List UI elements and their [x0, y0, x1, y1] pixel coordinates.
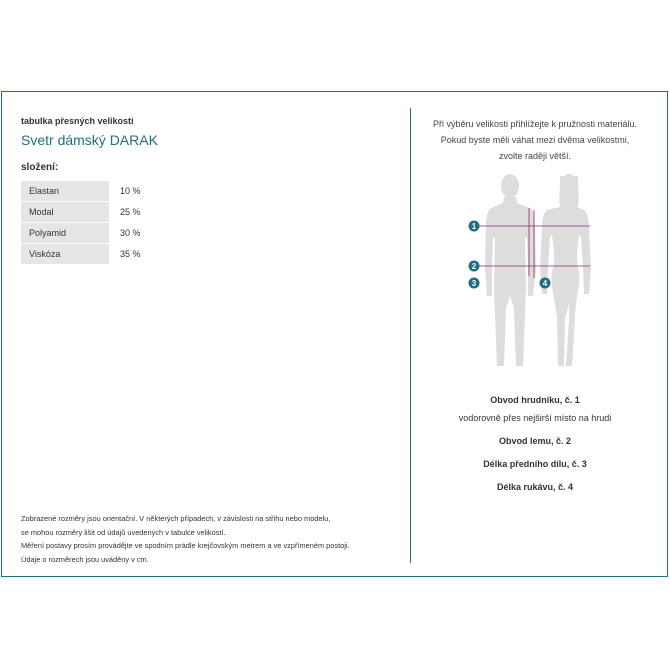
legend-hem-title: Obvod lemu, č. 2 [498, 436, 572, 446]
marker-2 [469, 261, 480, 272]
legend-sleeve-length-title: Délka rukávu, č. 4 [496, 482, 574, 492]
legend-chest-desc: vodorovně přes nejširší místo na hrudi [458, 413, 612, 423]
size-advice [418, 116, 652, 164]
column-divider [410, 108, 411, 563]
table-row [21, 181, 180, 201]
note-line: Měření postavy prosím provádějte ve spodním prádle krejčovským metrem a ve vzpřímeném postoji. [21, 541, 350, 550]
measurement-legend [418, 391, 652, 496]
legend-front-length-title: Délka předního dílu, č. 3 [483, 459, 587, 469]
material-value: 25 % [120, 207, 141, 217]
svg-text:2: 2 [471, 262, 477, 271]
material-name: Viskóza [21, 244, 109, 264]
composition-table [21, 180, 180, 265]
marker-4 [540, 278, 551, 289]
material-value: 35 % [120, 249, 141, 259]
material-value: 30 % [120, 228, 141, 238]
table-row [21, 202, 180, 222]
product-title: Svetr dámský DARAK [21, 132, 158, 148]
svg-text:4: 4 [542, 279, 548, 288]
advice-line: zvolte raději větší. [498, 151, 572, 161]
marker-1 [469, 221, 480, 232]
table-row [21, 223, 180, 243]
legend-chest-title: Obvod hrudníku, č. 1 [490, 395, 580, 405]
advice-line: Při výběru velikosti přihlížejte k pružnosti materiálu. [432, 119, 638, 129]
advice-line: Pokud byste měli váhat mezi dvěma velikostmi, [440, 135, 630, 145]
female-figure-icon [540, 174, 591, 366]
material-value: 10 % [120, 186, 141, 196]
page-subtitle: tabulka přesných velikostí [21, 116, 134, 126]
note-line: Údaje o rozměrech jsou uváděny v cm. [21, 554, 149, 564]
table-row [21, 244, 180, 264]
note-line: Zobrazené rozměry jsou orientační. V některých případech, v závislosti na střihu nebo modelu, [21, 514, 331, 523]
measurement-notes [21, 512, 350, 566]
marker-3 [469, 278, 480, 289]
material-name: Elastan [21, 181, 109, 201]
composition-label: složení: [21, 162, 59, 173]
male-figure-icon [485, 174, 536, 366]
svg-text:1: 1 [471, 222, 477, 231]
svg-text:3: 3 [471, 279, 477, 288]
material-name: Polyamid [21, 223, 109, 243]
note-line: se mohou rozměry lišit od údajů uvedených v tabulce velikostí. [21, 527, 226, 537]
material-name: Modal [21, 202, 109, 222]
body-measurement-figures [462, 168, 602, 378]
